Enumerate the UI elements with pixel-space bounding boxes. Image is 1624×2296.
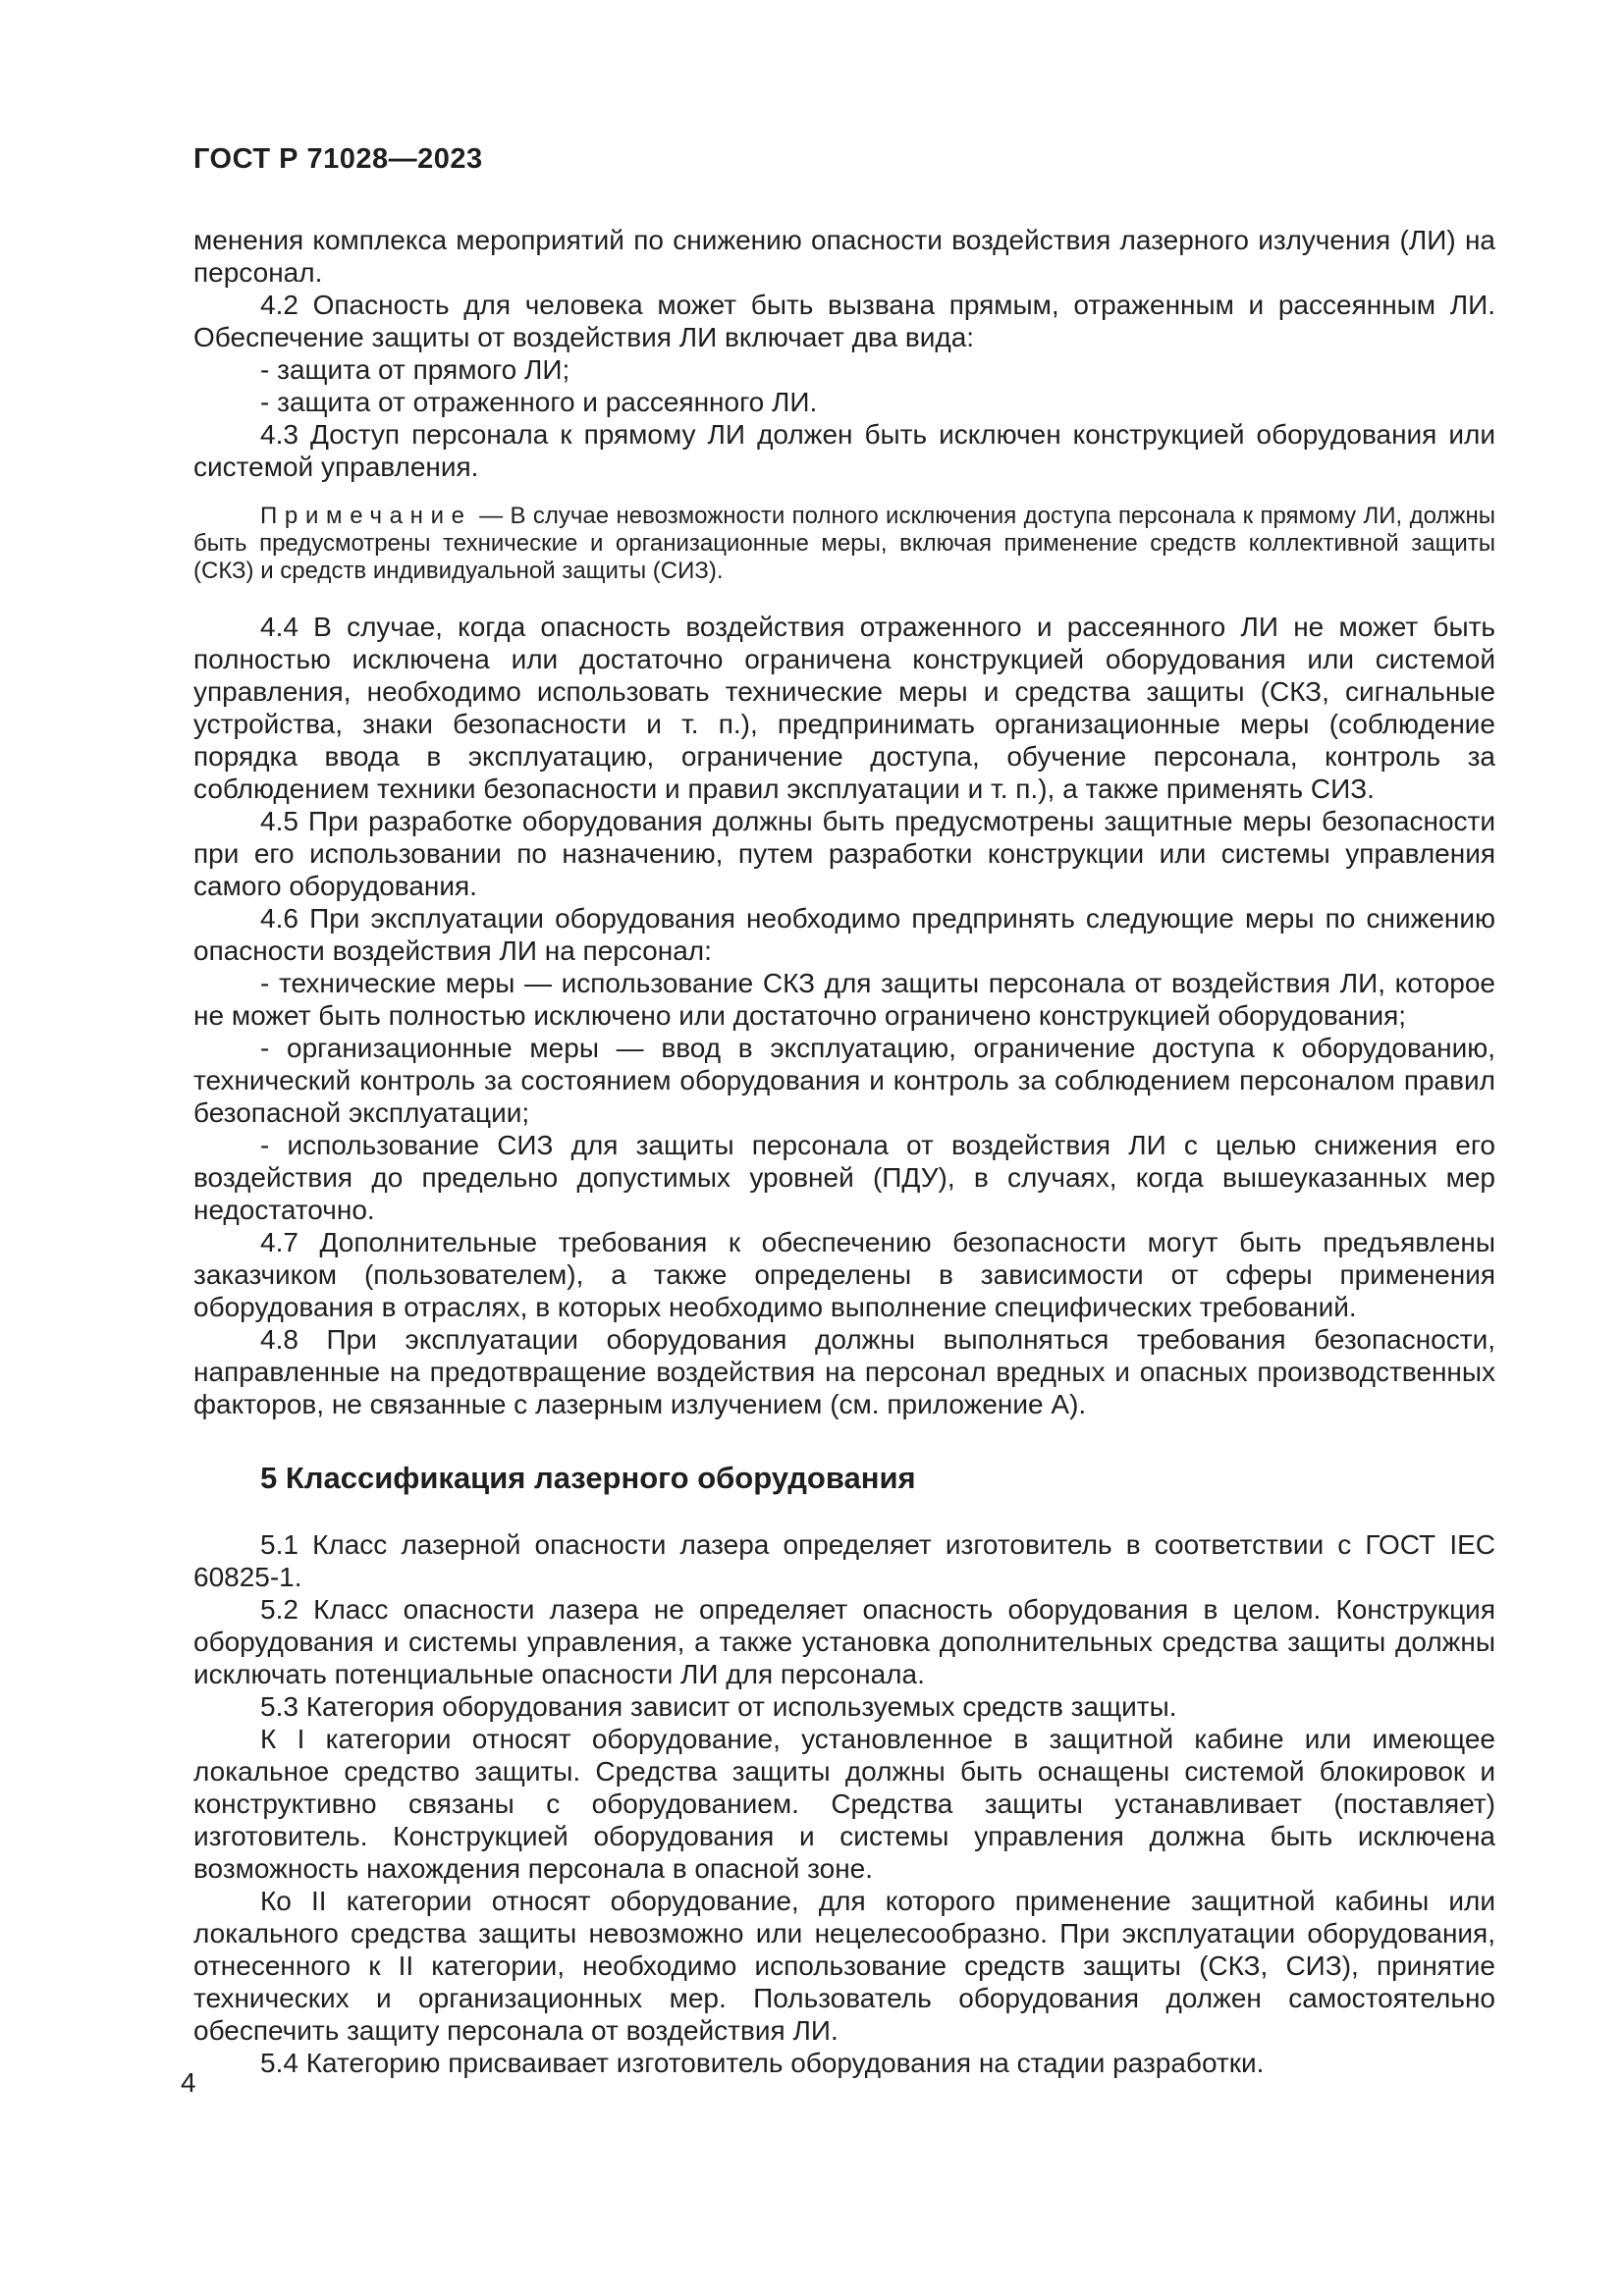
section-heading: 5 Классификация лазерного оборудования [260, 1461, 916, 1495]
note-paragraph [193, 503, 1495, 585]
list-item: - организационные меры — ввод в эксплуатацию, ограничение доступа к оборудованию, технический контроль за состоянием оборудования и контроль за соблюдением персоналом правил безопасной эксплуатации; [193, 1033, 1495, 1128]
paragraph: 4.2 Опасность для человека может быть вызвана прямым, отраженным и рассеянным ЛИ. Обеспечение защиты от воздействия ЛИ включает два вида: [193, 290, 1495, 352]
paragraph: 5.3 Категория оборудования зависит от используемых средств защиты. [260, 1691, 1177, 1722]
paragraph: 4.6 При эксплуатации оборудования необходимо предпринять следующие меры по снижению опасности воздействия ЛИ на персонал: [193, 903, 1495, 966]
paragraph: 5.1 Класс лазерной опасности лазера определяет изготовитель в соответствии с ГОСТ IEC 60825-1. [193, 1529, 1495, 1592]
note-text: — В случае невозможности полного исключения доступа персонала к прямому ЛИ, должны быть предусмотрены технические и организационные меры, включая применение средств коллективной защиты (СКЗ) и средств индивидуальной защиты (СИЗ). [193, 503, 1495, 584]
paragraph: К I категории относят оборудование, установленное в защитной кабине или имеющее локальное средство защиты. Средства защиты должны быть оснащены системой блокировок и конструктивно связаны с оборудованием. Средства защиты устанавливает (поставляет) изготовитель. Конструкцией оборудования и системы управления должна быть исключена возможность нахождения персонала в опасной зоне. [193, 1724, 1495, 1884]
paragraph: 4.4 В случае, когда опасность воздействия отраженного и рассеянного ЛИ не может быть полностью исключена или достаточно ограничена конструкцией оборудования или системой управления, необходимо использовать технические меры и средства защиты (СКЗ, сигнальные устройства, знаки безопасности и т. п.), предпринимать организационные меры (соблюдение порядка ввода в эксплуатацию, ограничение доступа, обучение персонала, контроль за соблюдением техники безопасности и правил эксплуатации и т. п.), а также применять СИЗ. [193, 612, 1495, 804]
paragraph: 4.8 При эксплуатации оборудования должны выполняться требования безопасности, направленные на предотвращение воздействия на персонал вредных и опасных производственных факторов, не связанные с лазерным излучением (см. приложение А). [193, 1324, 1495, 1419]
paragraph: 4.5 При разработке оборудования должны быть предусмотрены защитные меры безопасности при его использовании по назначению, путем разработки конструкции или системы управления самого оборудования. [193, 806, 1495, 901]
list-item: - защита от прямого ЛИ; [260, 354, 570, 385]
note-label: Примечание [260, 503, 472, 529]
list-item: - защита от отраженного и рассеянного ЛИ. [260, 387, 818, 417]
paragraph: 4.3 Доступ персонала к прямому ЛИ должен быть исключен конструкцией оборудования или системой управления. [193, 419, 1495, 482]
list-item: - использование СИЗ для защиты персонала от воздействия ЛИ с целью снижения его воздействия до предельно допустимых уровней (ПДУ), в случаях, когда вышеуказанных мер недостаточно. [193, 1130, 1495, 1225]
paragraph: 5.2 Класс опасности лазера не определяет опасность оборудования в целом. Конструкция оборудования и системы управления, а также установка дополнительных средства защиты должны исключать потенциальные опасности ЛИ для персонала. [193, 1594, 1495, 1689]
paragraph: менения комплекса мероприятий по снижению опасности воздействия лазерного излучения (ЛИ) на персонал. [193, 225, 1495, 288]
document-header: ГОСТ Р 71028—2023 [193, 143, 483, 175]
list-item: - технические меры — использование СКЗ для защиты персонала от воздействия ЛИ, которое не может быть полностью исключено или достаточно ограничено конструкцией оборудования; [193, 968, 1495, 1031]
page-number: 4 [181, 2067, 196, 2098]
paragraph: 5.4 Категорию присваивает изготовитель оборудования на стадии разработки. [260, 2048, 1265, 2078]
paragraph: Ко II категории относят оборудование, для которого применение защитной кабины или локального средства защиты невозможно или нецелесообразно. При эксплуатации оборудования, отнесенного к II категории, необходимо использование средств защиты (СКЗ, СИЗ), принятие технических и организационных мер. Пользователь оборудования должен самостоятельно обеспечить защиту персонала от воздействия ЛИ. [193, 1886, 1495, 2046]
document-body [193, 224, 1495, 2079]
paragraph: 4.7 Дополнительные требования к обеспечению безопасности могут быть предъявлены заказчиком (пользователем), а также определены в зависимости от сферы применения оборудования в отраслях, в которых необходимо выполнение специфических требований. [193, 1227, 1495, 1322]
